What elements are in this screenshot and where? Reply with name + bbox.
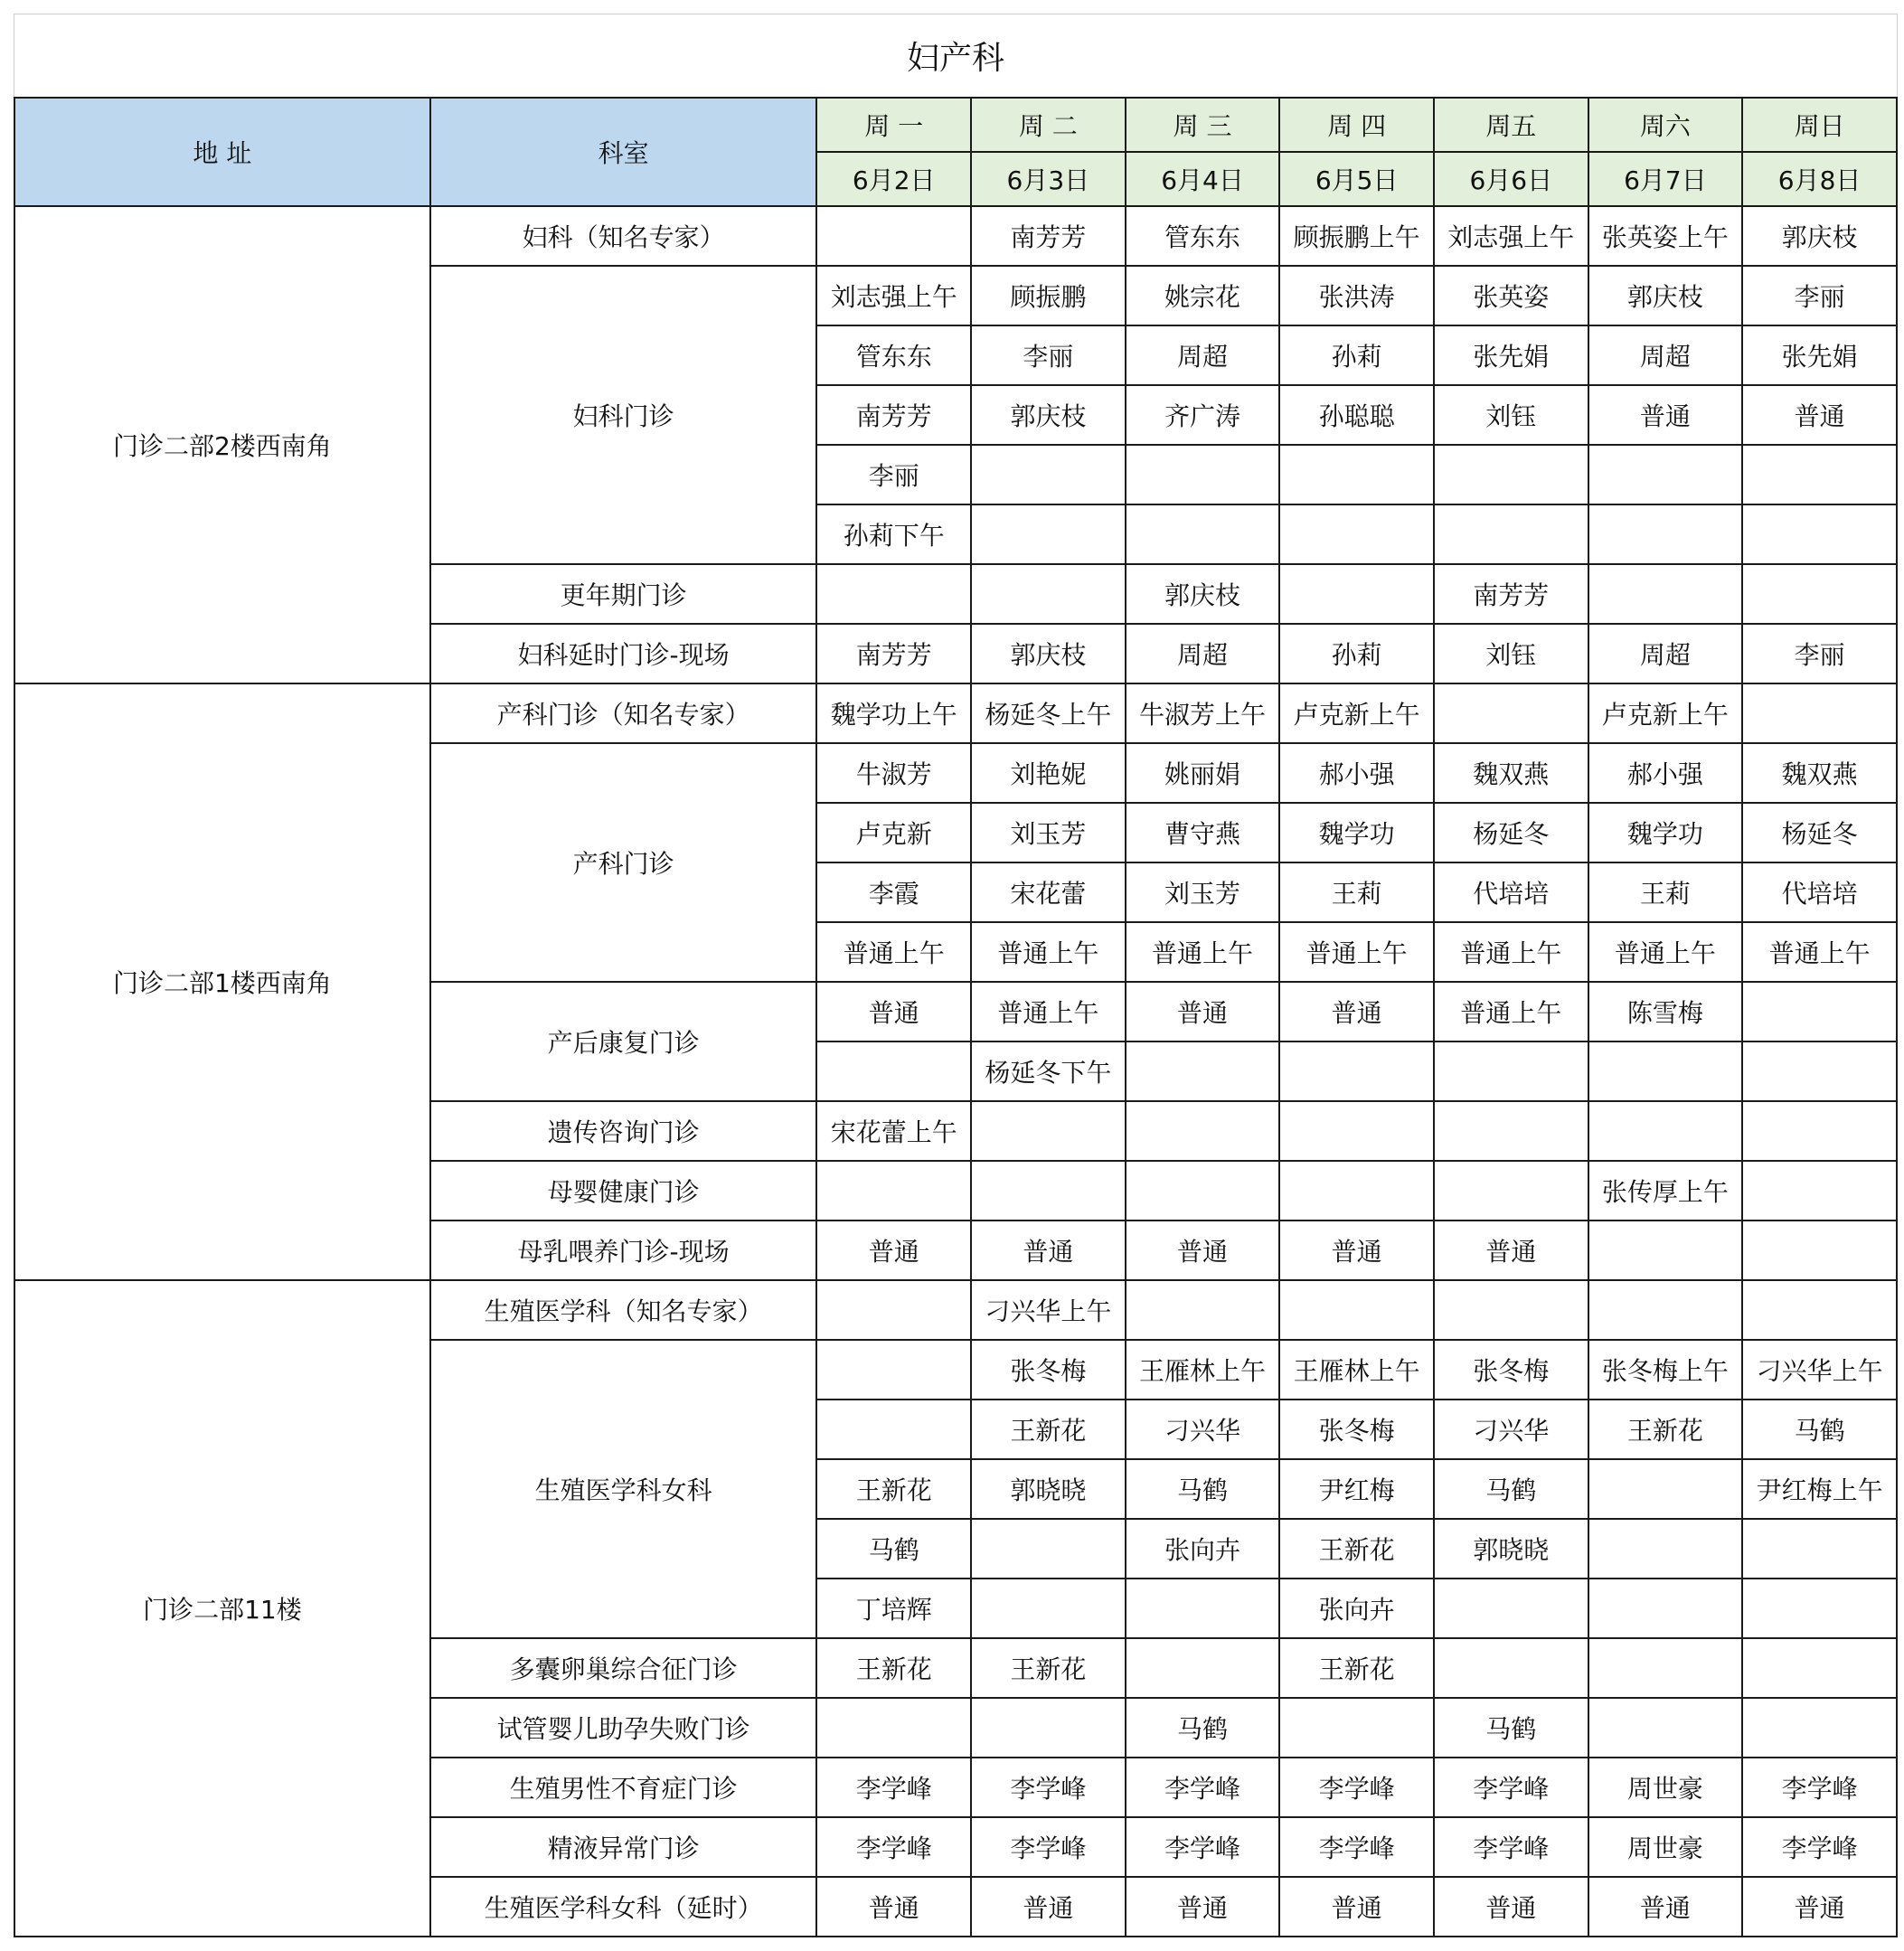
doctor-cell: 张先娟 [1434,325,1588,385]
doctor-cell: 马鹤 [1434,1698,1588,1758]
doctor-cell: 魏学功 [1279,803,1434,862]
doctor-cell [816,1041,971,1101]
doctor-cell: 普通上午 [1434,922,1588,982]
doctor-cell [1742,1221,1897,1280]
department-cell: 多囊卵巢综合征门诊 [430,1638,817,1698]
doctor-cell [1279,1280,1434,1340]
doctor-cell: 马鹤 [1434,1459,1588,1519]
address-cell: 门诊二部1楼西南角 [14,683,430,1280]
date-header: 6月2日 [816,152,971,206]
doctor-cell: 李学峰 [816,1817,971,1877]
doctor-cell: 普通 [816,1877,971,1937]
department-cell: 精液异常门诊 [430,1817,817,1877]
doctor-cell [1742,1579,1897,1638]
doctor-cell: 周超 [1126,325,1280,385]
doctor-cell: 普通上午 [1126,922,1280,982]
doctor-cell [1434,1041,1588,1101]
doctor-cell: 姚宗花 [1126,266,1280,325]
doctor-cell: 王新花 [816,1638,971,1698]
doctor-cell [1588,1638,1743,1698]
doctor-cell: 管东东 [816,325,971,385]
doctor-cell: 张向卉 [1279,1579,1434,1638]
doctor-cell: 马鹤 [1742,1400,1897,1459]
doctor-cell: 杨延冬 [1742,803,1897,862]
doctor-cell: 普通 [1588,1877,1743,1937]
doctor-cell: 南芳芳 [971,206,1126,266]
doctor-cell: 孙莉 [1279,325,1434,385]
doctor-cell [1126,1161,1280,1221]
doctor-cell: 普通上午 [1434,982,1588,1041]
doctor-cell [1742,445,1897,504]
doctor-cell [1126,1280,1280,1340]
doctor-cell: 李学峰 [1434,1817,1588,1877]
doctor-cell [1588,1698,1743,1758]
doctor-cell [971,564,1126,624]
doctor-cell [971,504,1126,564]
doctor-cell: 刘玉芳 [1126,862,1280,922]
doctor-cell [1126,1638,1280,1698]
doctor-cell: 郝小强 [1279,743,1434,803]
doctor-cell: 周超 [1588,624,1743,683]
doctor-cell: 李学峰 [1126,1758,1280,1817]
doctor-cell: 李学峰 [971,1758,1126,1817]
weekday-header: 周 二 [971,98,1126,152]
address-column-header: 地 址 [14,98,430,206]
department-cell: 母乳喂养门诊-现场 [430,1221,817,1280]
department-cell: 妇科门诊 [430,266,817,564]
doctor-cell [1434,683,1588,743]
doctor-cell [1742,1519,1897,1579]
doctor-cell [816,206,971,266]
doctor-cell: 普通 [816,982,971,1041]
doctor-cell: 郭庆枝 [1742,206,1897,266]
doctor-cell [816,1400,971,1459]
doctor-cell [971,1161,1126,1221]
doctor-cell: 马鹤 [1126,1698,1280,1758]
doctor-cell [1742,982,1897,1041]
doctor-cell: 普通 [1126,1877,1280,1937]
doctor-cell: 魏学功 [1588,803,1743,862]
department-cell: 更年期门诊 [430,564,817,624]
doctor-cell: 郭庆枝 [971,385,1126,445]
doctor-cell: 杨延冬下午 [971,1041,1126,1101]
department-cell: 产科门诊（知名专家） [430,683,817,743]
doctor-cell: 马鹤 [816,1519,971,1579]
department-cell: 生殖男性不育症门诊 [430,1758,817,1817]
doctor-cell: 普通 [1434,1877,1588,1937]
doctor-cell: 王新花 [816,1459,971,1519]
weekday-header: 周日 [1742,98,1897,152]
doctor-cell: 李霞 [816,862,971,922]
weekday-header: 周 三 [1126,98,1280,152]
doctor-cell: 尹红梅 [1279,1459,1434,1519]
doctor-cell: 卢克新上午 [1279,683,1434,743]
doctor-cell [1588,504,1743,564]
doctor-cell [1742,1041,1897,1101]
department-cell: 产科门诊 [430,743,817,982]
date-header: 6月8日 [1742,152,1897,206]
doctor-cell: 郭庆枝 [1126,564,1280,624]
doctor-cell: 李丽 [1742,266,1897,325]
doctor-cell: 普通上午 [1742,922,1897,982]
weekday-header: 周五 [1434,98,1588,152]
schedule-row [14,206,1897,266]
doctor-cell: 南芳芳 [816,624,971,683]
doctor-cell: 王新花 [1279,1638,1434,1698]
doctor-cell: 郝小强 [1588,743,1743,803]
doctor-cell [971,1698,1126,1758]
date-header: 6月5日 [1279,152,1434,206]
doctor-cell: 李学峰 [1279,1758,1434,1817]
address-cell: 门诊二部11楼 [14,1280,430,1937]
department-cell: 妇科延时门诊-现场 [430,624,817,683]
doctor-cell: 刁兴华 [1434,1400,1588,1459]
doctor-cell: 普通 [971,1877,1126,1937]
doctor-cell: 周世豪 [1588,1758,1743,1817]
date-header: 6月3日 [971,152,1126,206]
doctor-cell: 王莉 [1588,862,1743,922]
doctor-cell: 张冬梅 [1434,1340,1588,1400]
doctor-cell: 丁培辉 [816,1579,971,1638]
doctor-cell [1742,1101,1897,1161]
doctor-cell: 普通 [1279,982,1434,1041]
weekday-header: 周 一 [816,98,971,152]
doctor-cell: 刘玉芳 [971,803,1126,862]
doctor-cell: 卢克新上午 [1588,683,1743,743]
doctor-cell [1588,1280,1743,1340]
doctor-cell [1279,1161,1434,1221]
doctor-cell: 李学峰 [1126,1817,1280,1877]
doctor-cell: 刁兴华 [1126,1400,1280,1459]
doctor-cell [971,1101,1126,1161]
doctor-cell: 李学峰 [1742,1817,1897,1877]
doctor-cell [1279,445,1434,504]
doctor-cell: 齐广涛 [1126,385,1280,445]
doctor-cell [1126,1041,1280,1101]
doctor-cell: 普通 [1126,982,1280,1041]
doctor-cell [1588,1041,1743,1101]
doctor-cell [1742,683,1897,743]
page-title: 妇产科 [14,14,1898,97]
doctor-cell [816,1340,971,1400]
doctor-cell [971,1579,1126,1638]
address-cell: 门诊二部2楼西南角 [14,206,430,683]
doctor-cell [816,1280,971,1340]
doctor-cell: 郭庆枝 [1588,266,1743,325]
doctor-cell [1742,564,1897,624]
doctor-cell: 张向卉 [1126,1519,1280,1579]
doctor-cell: 张冬梅 [1279,1400,1434,1459]
doctor-cell [1588,1519,1743,1579]
doctor-cell: 普通 [816,1221,971,1280]
doctor-cell: 李丽 [971,325,1126,385]
department-cell: 生殖医学科（知名专家） [430,1280,817,1340]
doctor-cell: 魏双燕 [1434,743,1588,803]
doctor-cell [1588,445,1743,504]
doctor-cell [1434,1280,1588,1340]
doctor-cell: 王雁林上午 [1279,1340,1434,1400]
doctor-cell: 马鹤 [1126,1459,1280,1519]
doctor-cell: 张冬梅 [971,1340,1126,1400]
doctor-cell: 普通 [1279,1221,1434,1280]
doctor-cell [1742,1698,1897,1758]
header-row-weekdays [14,98,1897,152]
doctor-cell: 普通 [1742,1877,1897,1937]
doctor-cell: 普通上午 [971,982,1126,1041]
doctor-cell [1279,504,1434,564]
doctor-cell [1434,1101,1588,1161]
doctor-cell: 陈雪梅 [1588,982,1743,1041]
doctor-cell: 刁兴华上午 [1742,1340,1897,1400]
doctor-cell: 孙聪聪 [1279,385,1434,445]
doctor-cell: 孙莉 [1279,624,1434,683]
date-header: 6月6日 [1434,152,1588,206]
department-cell: 生殖医学科女科（延时） [430,1877,817,1937]
schedule-sheet [14,14,1898,1937]
department-cell: 母婴健康门诊 [430,1161,817,1221]
doctor-cell: 刘艳妮 [971,743,1126,803]
doctor-cell: 顾振鹏 [971,266,1126,325]
doctor-cell: 宋花蕾 [971,862,1126,922]
doctor-cell: 牛淑芳上午 [1126,683,1280,743]
doctor-cell: 普通上午 [816,922,971,982]
doctor-cell [816,1161,971,1221]
department-cell: 生殖医学科女科 [430,1340,817,1638]
doctor-cell: 李学峰 [971,1817,1126,1877]
doctor-cell: 张英姿 [1434,266,1588,325]
doctor-cell [1588,564,1743,624]
doctor-cell: 牛淑芳 [816,743,971,803]
date-header: 6月7日 [1588,152,1743,206]
doctor-cell [1588,1459,1743,1519]
doctor-cell [1279,564,1434,624]
doctor-cell: 普通上午 [1588,922,1743,982]
doctor-cell [1742,1638,1897,1698]
doctor-cell: 魏双燕 [1742,743,1897,803]
doctor-cell: 姚丽娟 [1126,743,1280,803]
schedule-row [14,683,1897,743]
doctor-cell [1279,1698,1434,1758]
doctor-cell: 王新花 [1279,1519,1434,1579]
doctor-cell: 孙莉下午 [816,504,971,564]
doctor-cell: 杨延冬 [1434,803,1588,862]
doctor-cell: 普通 [1742,385,1897,445]
doctor-cell [1434,1161,1588,1221]
doctor-cell: 张冬梅上午 [1588,1340,1743,1400]
doctor-cell: 李学峰 [1742,1758,1897,1817]
schedule-row [14,1280,1897,1340]
doctor-cell [1126,445,1280,504]
doctor-cell: 王新花 [971,1638,1126,1698]
doctor-cell: 张先娟 [1742,325,1897,385]
doctor-cell: 普通 [1434,1221,1588,1280]
doctor-cell: 李学峰 [816,1758,971,1817]
doctor-cell [1434,1638,1588,1698]
doctor-cell: 王新花 [971,1400,1126,1459]
doctor-cell: 刘钰 [1434,385,1588,445]
doctor-cell: 郭晓晓 [1434,1519,1588,1579]
department-cell: 遗传咨询门诊 [430,1101,817,1161]
doctor-cell: 刘钰 [1434,624,1588,683]
doctor-cell: 李学峰 [1279,1817,1434,1877]
doctor-cell: 卢克新 [816,803,971,862]
doctor-cell: 周超 [1588,325,1743,385]
doctor-cell: 张英姿上午 [1588,206,1743,266]
doctor-cell [1434,445,1588,504]
schedule-table [14,97,1898,1937]
doctor-cell [1126,504,1280,564]
doctor-cell [816,564,971,624]
doctor-cell: 普通 [1279,1877,1434,1937]
doctor-cell [1279,1041,1434,1101]
doctor-cell [1742,1280,1897,1340]
doctor-cell: 普通上午 [971,922,1126,982]
doctor-cell [1434,1579,1588,1638]
doctor-cell: 代培培 [1434,862,1588,922]
doctor-cell [1742,504,1897,564]
doctor-cell: 周世豪 [1588,1817,1743,1877]
date-header: 6月4日 [1126,152,1280,206]
weekday-header: 周六 [1588,98,1743,152]
doctor-cell: 普通 [971,1221,1126,1280]
doctor-cell: 魏学功上午 [816,683,971,743]
doctor-cell: 李丽 [1742,624,1897,683]
doctor-cell: 管东东 [1126,206,1280,266]
doctor-cell: 代培培 [1742,862,1897,922]
doctor-cell: 李丽 [816,445,971,504]
doctor-cell [1588,1101,1743,1161]
doctor-cell [1588,1221,1743,1280]
doctor-cell [1434,504,1588,564]
doctor-cell: 周超 [1126,624,1280,683]
doctor-cell [1126,1579,1280,1638]
doctor-cell [1279,1101,1434,1161]
doctor-cell: 南芳芳 [816,385,971,445]
doctor-cell: 刘志强上午 [1434,206,1588,266]
doctor-cell: 张传厚上午 [1588,1161,1743,1221]
doctor-cell: 曹守燕 [1126,803,1280,862]
doctor-cell: 张洪涛 [1279,266,1434,325]
doctor-cell: 尹红梅上午 [1742,1459,1897,1519]
department-cell: 试管婴儿助孕失败门诊 [430,1698,817,1758]
doctor-cell [1742,1161,1897,1221]
doctor-cell [971,1519,1126,1579]
doctor-cell: 普通上午 [1279,922,1434,982]
doctor-cell [816,1698,971,1758]
doctor-cell: 刘志强上午 [816,266,971,325]
doctor-cell: 郭庆枝 [971,624,1126,683]
department-cell: 产后康复门诊 [430,982,817,1101]
doctor-cell: 普通 [1588,385,1743,445]
department-column-header: 科室 [430,98,817,206]
weekday-header: 周 四 [1279,98,1434,152]
doctor-cell: 顾振鹏上午 [1279,206,1434,266]
doctor-cell: 郭晓晓 [971,1459,1126,1519]
doctor-cell [1126,1101,1280,1161]
department-cell: 妇科（知名专家） [430,206,817,266]
doctor-cell: 杨延冬上午 [971,683,1126,743]
doctor-cell: 王莉 [1279,862,1434,922]
doctor-cell: 王雁林上午 [1126,1340,1280,1400]
doctor-cell [971,445,1126,504]
doctor-cell: 普通 [1126,1221,1280,1280]
doctor-cell: 刁兴华上午 [971,1280,1126,1340]
doctor-cell [1588,1579,1743,1638]
doctor-cell: 宋花蕾上午 [816,1101,971,1161]
doctor-cell: 南芳芳 [1434,564,1588,624]
doctor-cell: 李学峰 [1434,1758,1588,1817]
doctor-cell: 王新花 [1588,1400,1743,1459]
